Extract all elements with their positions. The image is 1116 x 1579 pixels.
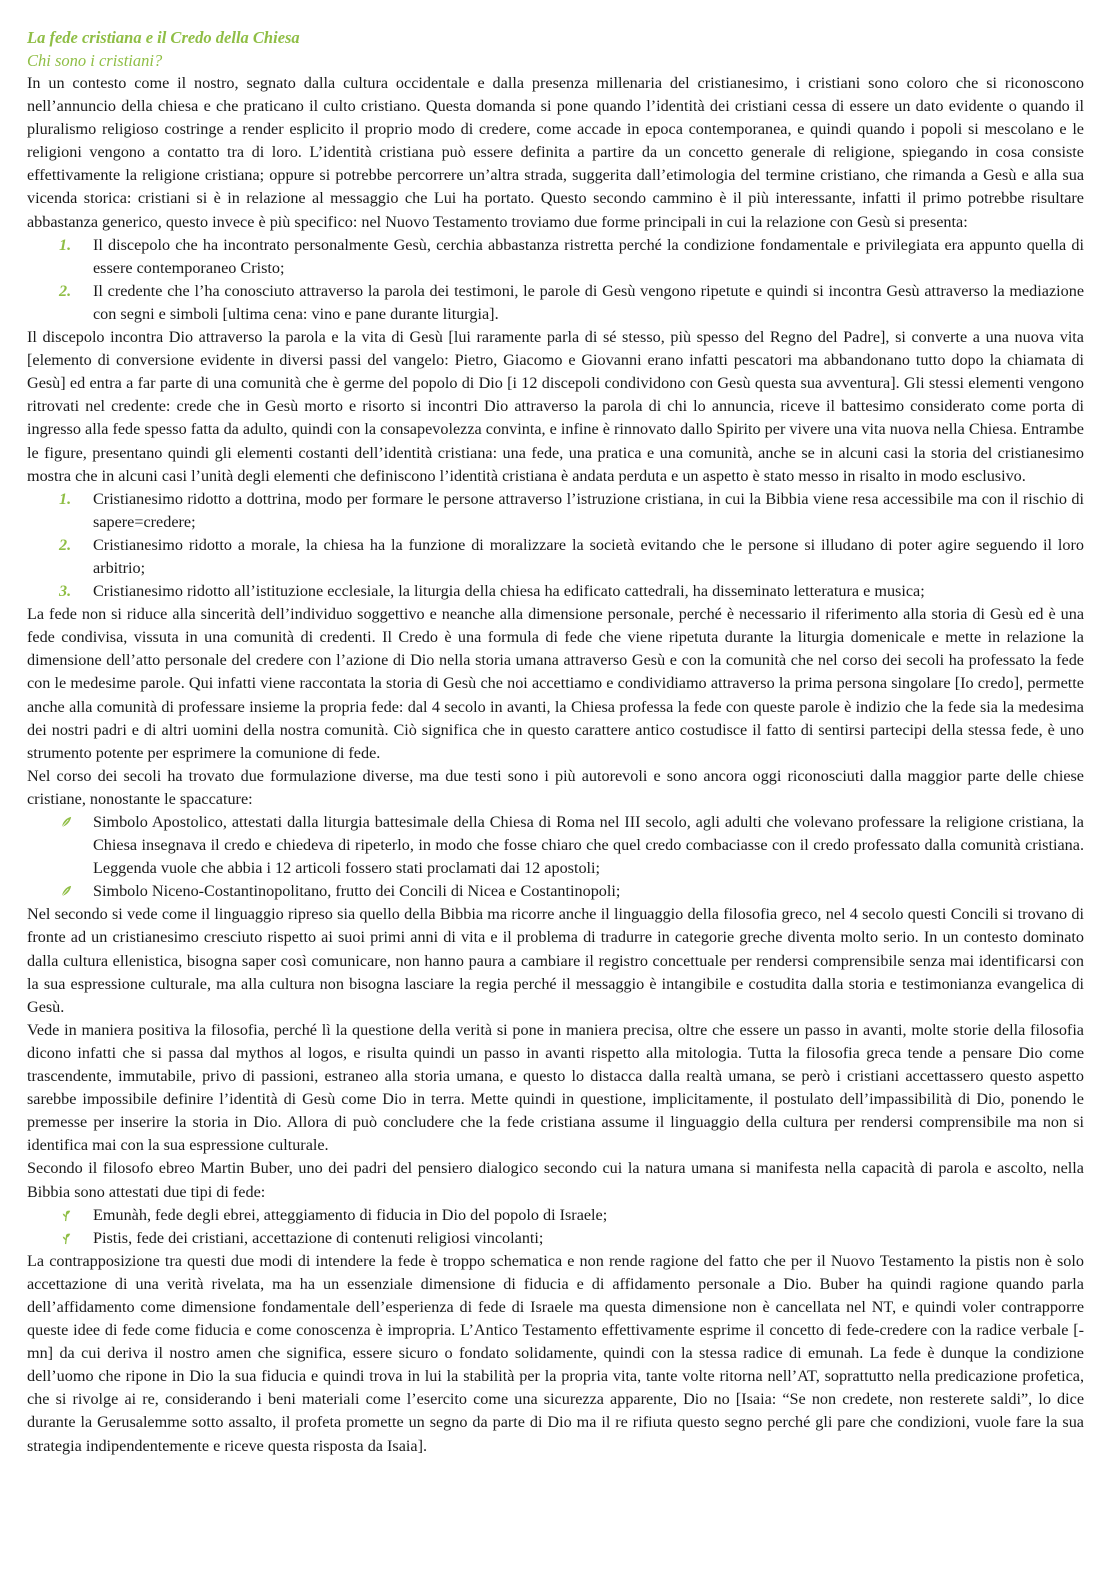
paragraph-credo: La fede non si riduce alla sincerità dell’individuo soggettivo e neanche alla dimensione personale, perché è necessario il riferimento alla storia di Gesù ed è una fede condivisa, vissuta in una comunità di credenti. Il Credo è una formula di fede che viene ripetuta durante la liturgia domenicale e mette in relazione la dimensione dell’atto personale del credere con l’azione di Dio nella storia umana attraverso Gesù e con la comunità che nel corso dei secoli ha professato la fede con le medesime parole. Qui infatti viene raccontata la storia di Gesù che noi accettiamo e condividiamo attraverso la prima persona singolare [Io credo], permette anche alla comunità di professare insieme la propria fede: dal 4 secolo in avanti, la Chiesa professa la fede con queste parole è indizio che la fede sia la medesima dei nostri padri e di altri uomini della nostra comunità. Ciò significa che in questo carattere antico costudisce il fatto di sentirsi partecipi della stessa fede, è uno strumento potente per esprimere la comunione di fede. [27, 605, 1084, 762]
list-number: 2. [59, 281, 72, 300]
paragraph-philosophy: Vede in maniera positiva la filosofia, perché lì la questione della verità si pone in maniera precisa, oltre che essere un passo in avanti, molte storie della filosofia dicono infatti che si passa dal mythos al logos, e risulta quindi un passo in avanti rispetto alla mitologia. Tutta la filosofia greca tende a pensare Dio come trascendente, immutabile, privo di passioni, estraneo alla storia umana, e questo lo distacca dalla realtà umana, se però i cristiani accettassero questo aspetto sarebbe impossibile definire l’identità di Gesù come Dio in terra. Mette quindi in questione, implicitamente, il postulato dell’impassibilità di Dio, ponendo le premesse per inserire la storia in Dio. Allora di può concludere che la fede cristiana assume il linguaggio della cultura per rendersi comprensibile ma non si identifica mai con la sua espressione culturale. [27, 1020, 1084, 1155]
list-item [27, 234, 1084, 280]
list-number: 1. [59, 489, 72, 508]
faith-types-list [27, 1204, 1084, 1250]
leaf-bullet-icon [60, 816, 73, 829]
paragraph-intro: In un contesto come il nostro, segnato dalla cultura occidentale e dalla presenza millenaria del cristianesimo, i cristiani sono coloro che si riconoscono nell’annuncio della chiesa e che praticano il culto cristiano. Questa domanda si pone quando l’identità dei cristiani cessa di essere un dato evidente o quando il pluralismo religioso costringe a render esplicito il proprio modo di credere, come accade in epoca contemporanea, e quindi quando i popoli si mescolano e le religioni vengono a contatto tra di loro. L’identità cristiana può essere definita a partire da un concetto generale di religione, spiegando in cosa consiste effettivamente la religione cristiana; oppure si potrebbe percorrere un’altra strada, suggerita dall’etimologia del termine cristiano, che rimanda a Gesù e alla sua vicenda storica: cristiani si è in relazione al messaggio che Lui ha portato. Questo secondo cammino è il più interessante, infatti il primo potrebbe risultare abbastanza generico, questo invece è più specifico: nel Nuovo Testamento troviamo due forme principali in cui la relazione con Gesù si presenta: [27, 74, 1084, 231]
section-subtitle: Chi sono i cristiani? [27, 51, 163, 70]
sprout-bullet-icon [60, 1232, 73, 1245]
list-item-text: Cristianesimo ridotto a dottrina, modo per formare le persone attraverso l’istruzione cristiana, in cui la Bibbia viene resa accessibile ma con il rischio di sapere=credere; [93, 489, 1084, 531]
list-number: 3. [59, 582, 72, 601]
list-item [27, 811, 1084, 880]
list-item [27, 1227, 1084, 1250]
list-item [27, 488, 1084, 534]
list-item [27, 534, 1084, 580]
symbols-list [27, 811, 1084, 903]
paragraph-conclusion: La contrapposizione tra questi due modi di intendere la fede è troppo schematica e non rende ragione del fatto che per il Nuovo Testamento la pistis non è solo accettazione di una verità rivelata, ma ha un essenziale dimensione di fiducia e di affidamento personale a Dio. Buber ha quindi ragione quando parla dell’affidamento come dimensione fondamentale dell’esperienza di fede di Israele ma questa dimensione non è cancellata nel NT, e quindi voler contrapporre queste idee di fede come fiducia e come conoscenza è impropria. L’Antico Testamento effettivamente esprime il concetto di fede-credere con la radice verbale [-mn] da cui deriva il nostro amen che significa, essere sicuro o fondato solidamente, quindi con la stessa radice di emunah. La fede è dunque la condizione dell’uomo che ripone in Dio la sua fiducia e quindi trova in lui la stabilità per la propria vita, tante volte ritorna nell’AT, soprattutto nella predicazione profetica, che si rivolge ai re, considerando i beni materiali come l’esercito come una sicurezza apparente, Dio no [Isaia: “Se non credete, non resterete saldi”, lo dice durante la Gerusalemme sotto assalto, il profeta promette un segno da parte di Dio ma il re rifiuta questo segno perché gli pare che condizioni, vuole fare la sua strategia indipendentemente e riceve questa risposta da Isaia]. [27, 1251, 1084, 1455]
forms-list [27, 234, 1084, 326]
list-item [27, 1204, 1084, 1227]
list-item [27, 580, 1084, 603]
list-item-text: Simbolo Niceno-Costantinopolitano, frutto dei Concili di Nicea e Costantinopoli; [93, 882, 621, 901]
list-item [27, 280, 1084, 326]
leaf-bullet-icon [60, 885, 73, 898]
list-item-text: Emunàh, fede degli ebrei, atteggiamento di fiducia in Dio del popolo di Israele; [93, 1205, 608, 1224]
document-title: La fede cristiana e il Credo della Chiesa [27, 28, 300, 47]
paragraph-language: Nel secondo si vede come il linguaggio ripreso sia quello della Bibbia ma ricorre anche il linguaggio della filosofia greco, nel 4 secolo questi Concili si trovano di fronte ad un cristianesimo cresciuto rispetto ai suoi primi anni di vita e il problema di tradurre in categorie greche diventa molto serio. In un contesto dominato dalla cultura ellenistica, bisogna saper così comunicare, non hanno paura a cambiare il registro concettuale per rendersi comprensibile senza mai identificarsi con la sua espressione culturale, ma alla cultura non bisogna lasciare la regia perché il messaggio è intangibile e costudita dalla storia e testimonianza evangelica di Gesù. [27, 905, 1084, 1016]
list-item-text: Pistis, fede dei cristiani, accettazione di contenuti religiosi vincolanti; [93, 1228, 544, 1247]
list-item [27, 880, 1084, 903]
list-item-text: Il discepolo che ha incontrato personalmente Gesù, cerchia abbastanza ristretta perché la condizione fondamentale e privilegiata era appunto quella di essere contemporaneo Cristo; [93, 235, 1084, 277]
list-item-text: Simbolo Apostolico, attestati dalla liturgia battesimale della Chiesa di Roma nel III secolo, agli adulti che volevano professare la religione cristiana, la Chiesa insegnava il credo e chiedeva di ripeterlo, in modo che fosse chiaro che quel credo combaciasse con il credo professato dalla comunità cristiana. Leggenda vuole che abbia i 12 articoli fossero stati proclamati dai 12 apostoli; [93, 813, 1084, 878]
reductions-list [27, 488, 1084, 603]
list-item-text: Cristianesimo ridotto a morale, la chiesa ha la funzione di moralizzare la società evitando che le persone si illudano di poter agire seguendo il loro arbitrio; [93, 535, 1084, 577]
list-item-text: Il credente che l’ha conosciuto attraverso la parola dei testimoni, le parole di Gesù vengono ripetute e quindi si incontra Gesù attraverso la mediazione con segni e simboli [ultima cena: vino e pane durante liturgia]. [93, 281, 1084, 323]
paragraph-buber: Secondo il filosofo ebreo Martin Buber, uno dei padri del pensiero dialogico secondo cui la natura umana si manifesta nella capacità di parola e ascolto, nella Bibbia sono attestati due tipi di fede: [27, 1159, 1084, 1201]
list-number: 2. [59, 535, 72, 554]
list-item-text: Cristianesimo ridotto all’istituzione ecclesiale, la liturgia della chiesa ha edificato cattedrali, ha disseminato letteratura e musica; [93, 582, 925, 601]
paragraph-formulations: Nel corso dei secoli ha trovato due formulazione diverse, ma due testi sono i più autorevoli e sono ancora oggi riconosciuti dalla maggior parte delle chiese cristiane, nonostante le spaccature: [27, 766, 1084, 808]
list-number: 1. [59, 235, 72, 254]
paragraph-disciple: Il discepolo incontra Dio attraverso la parola e la vita di Gesù [lui raramente parla di sé stesso, più spesso del Regno del Padre], si converte a una nuova vita [elemento di conversione evidente in diversi passi del vangelo: Pietro, Giacomo e Giovanni erano infatti pescatori ma abbandonano tutto dopo la chiamata di Gesù] ed entra a far parte di una comunità che è germe del popolo di Dio [i 12 discepoli condividono con Gesù questa sua avventura]. Gli stessi elementi vengono ritrovati nel credente: crede che in Gesù morto e risorto si incontri Dio attraverso la parola di chi lo annuncia, riceve il battesimo considerato come porta di ingresso alla fede spesso fatta da adulto, quindi con la consapevolezza convinta, e infine è rinnovato dallo Spirito per vivere una vita nuova nella Chiesa. Entrambe le figure, presentano quindi gli elementi costanti dell’identità cristiana: una fede, una pratica e una comunità, anche se in alcuni casi la storia del cristianesimo mostra che in alcuni casi l’unità degli elementi che definiscono l’identità cristiana è andata perduta e un aspetto è stato messo in risalto in modo esclusivo. [27, 328, 1084, 485]
sprout-bullet-icon [60, 1209, 73, 1222]
